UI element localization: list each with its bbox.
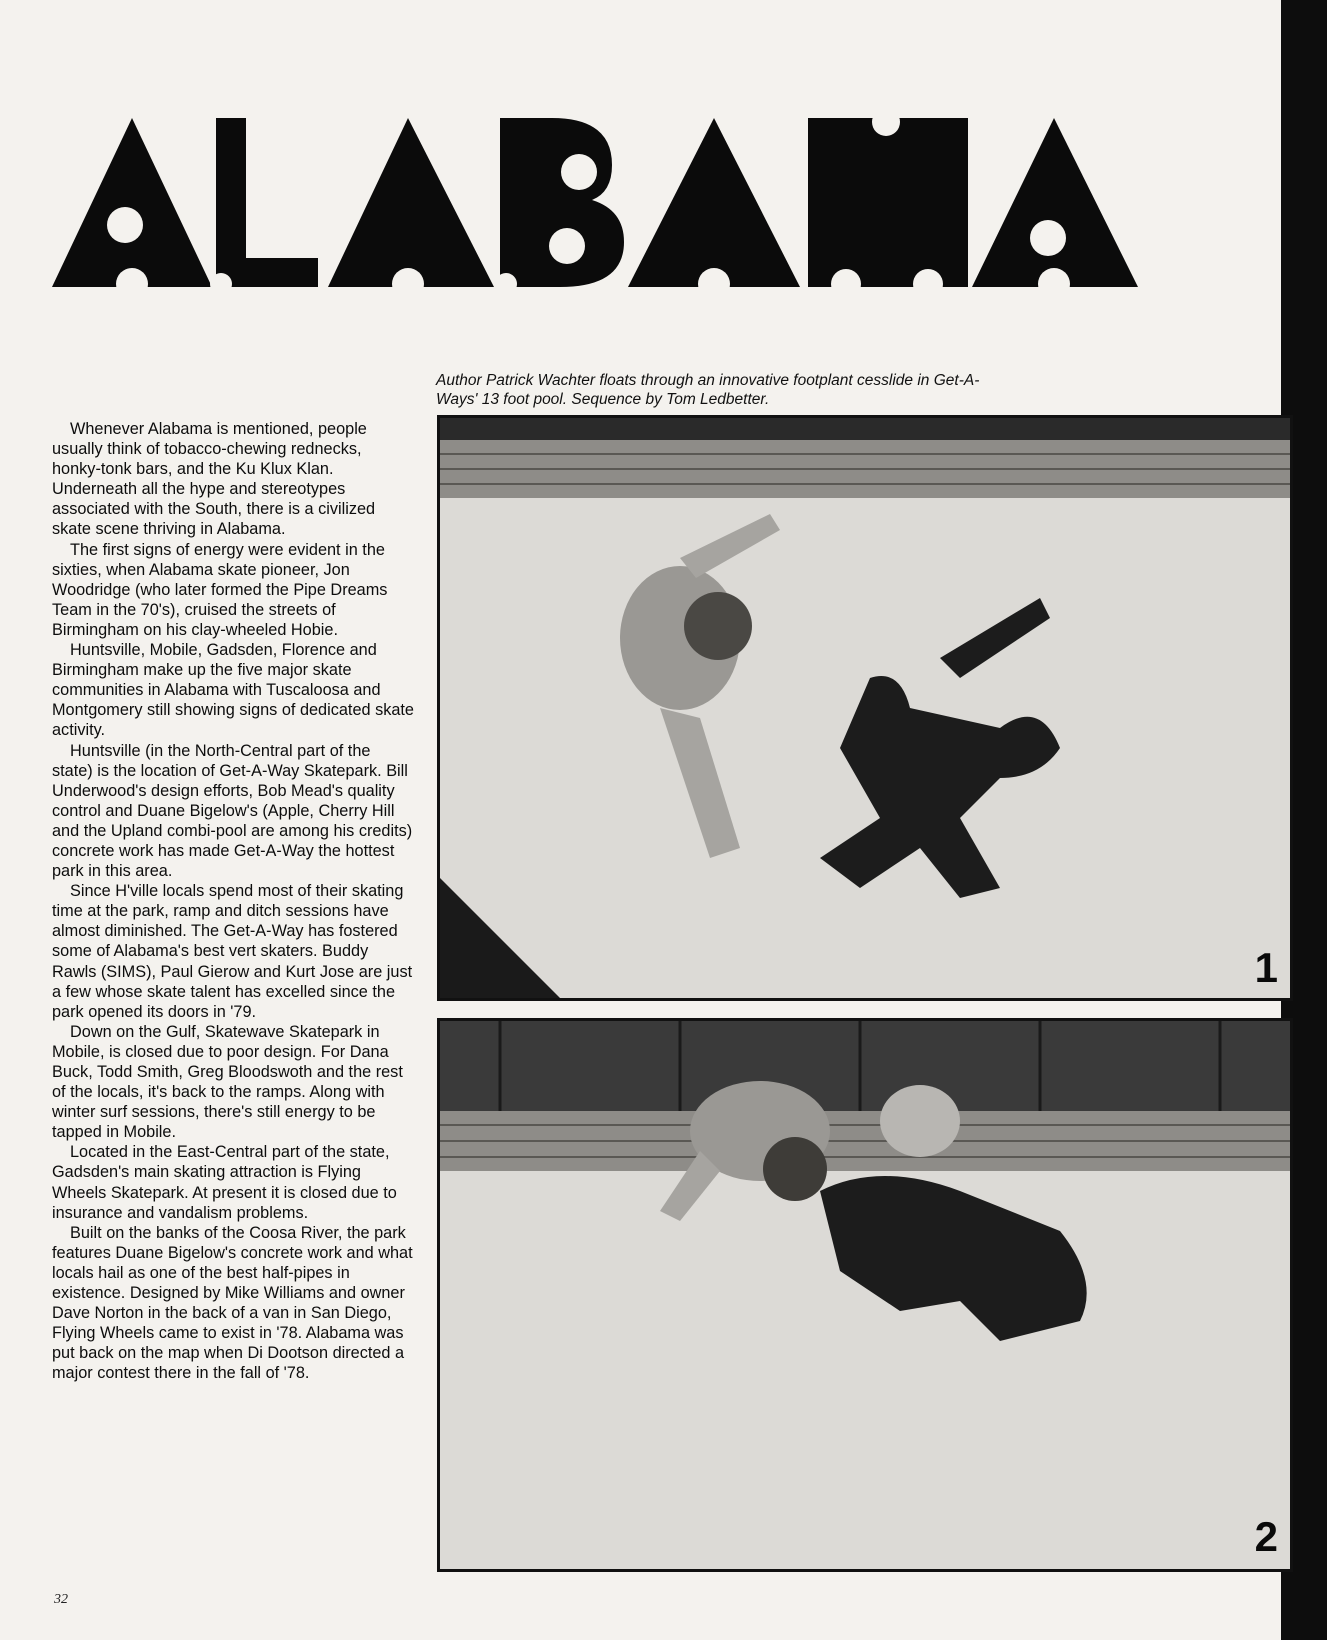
headline-graphic <box>0 0 1327 320</box>
article-paragraph: The first signs of energy were evident in the sixties, when Alabama skate pioneer, Jon Woodridge (who later formed the Pipe Dreams Team in the 70's), cruised the streets of Birmingham on his clay-wheeled Hobie. <box>52 540 388 639</box>
article-paragraph: Built on the banks of the Coosa River, the park features Duane Bigelow's concrete work and what locals hail as one of the best half-pipes in existence. Designed by Mike Williams and owner Dave Norton in the back of a van in San Diego, Flying Wheels came to exist in '78. Alabama was put back on the map when Di Dootson directed a major contest there in the fall of '78. <box>52 1223 413 1383</box>
article-paragraph: Since H'ville locals spend most of their skating time at the park, ramp and ditch sessions have almost diminished. The Get-A-Way has fostered some of Alabama's best vert skaters. Buddy Rawls (SIMS), Paul Gierow and Kurt Jose are just a few whose skate talent has excelled since the park opened its doors in '79. <box>52 882 413 1021</box>
article-paragraph: Down on the Gulf, Skatewave Skatepark in Mobile, is closed due to poor design. For Dana Buck, Todd Smith, Greg Bloodswoth and the rest of the locals, it's back to the ramps. Along with winter surf sessions, there's still energy to be tapped in Mobile. <box>52 1022 403 1142</box>
photo-2 <box>437 1018 1293 1572</box>
photo-caption: Author Patrick Wachter floats through an innovative footplant cesslide in Get-A-Ways' 13 foot pool. Sequence by Tom Ledbetter. <box>436 372 980 408</box>
article-paragraph: Huntsville, Mobile, Gadsden, Florence and Birmingham make up the five major skate communities in Alabama with Tuscaloosa and Montgomery still showing signs of dedicated skate activity. <box>52 641 414 740</box>
article-paragraph: Whenever Alabama is mentioned, people usually think of tobacco-chewing rednecks, honky-tonk bars, and the Ku Klux Klan. Underneath all the hype and stereotypes associated with the South, there is a civilized skate scene thriving in Alabama. <box>52 420 376 539</box>
photo-number: 2 <box>1254 1513 1278 1560</box>
photo-2-image <box>440 1021 1290 1569</box>
photo-1-image <box>440 418 1290 998</box>
headline-text: ALABAMA <box>52 299 62 301</box>
article-body <box>52 419 414 1384</box>
photo-1 <box>437 415 1293 1001</box>
article-paragraph: Located in the East-Central part of the state, Gadsden's main skating attraction is Flying Wheels Skatepark. At present it is closed due to insurance and vandalism problems. <box>52 1143 397 1222</box>
article-paragraph: Huntsville (in the North-Central part of the state) is the location of Get-A-Way Skatepark. Bill Underwood's design efforts, Bob Mead's quality control and Duane Bigelow's (Apple, Cherry Hill and the Upland combi-pool are among his credits) concrete work has made Get-A-Way the hottest park in this area. <box>52 741 413 881</box>
photo-number: 1 <box>1254 944 1278 991</box>
page-number: 32 <box>54 1592 68 1607</box>
